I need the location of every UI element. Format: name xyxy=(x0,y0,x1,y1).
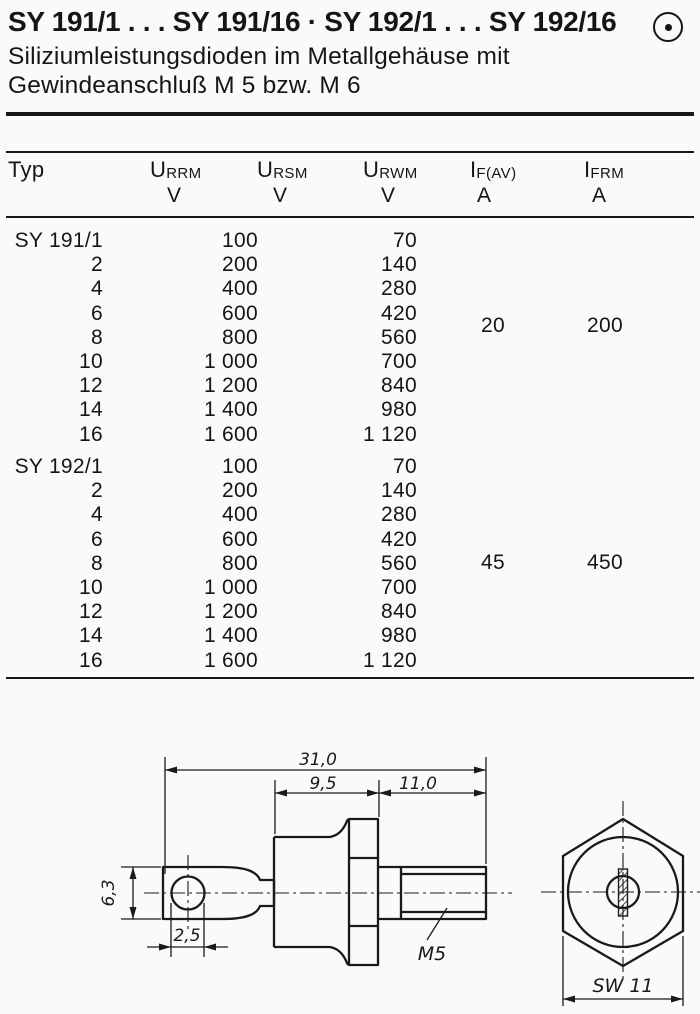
column-header-ursm: URSM xyxy=(257,157,308,182)
urwm-cell: 1 120 xyxy=(362,648,417,672)
type-cell: 2 xyxy=(91,479,103,503)
header-divider-rule xyxy=(6,112,694,116)
group-value-ifrm: 450 xyxy=(587,551,623,574)
type-cell: 10 xyxy=(79,576,103,600)
urwm-cell: 700 xyxy=(381,576,417,600)
table-bottom-rule xyxy=(6,677,694,679)
urwm-cell: 980 xyxy=(381,624,417,648)
table-row xyxy=(8,624,698,648)
subtitle-line-1: Siliziumleistungsdioden im Metallgehäuse mit xyxy=(8,43,510,70)
urrm-cell: 1 400 xyxy=(203,624,258,648)
group-value-ifrm: 200 xyxy=(587,314,623,337)
unit-urwm: V xyxy=(381,184,396,207)
urrm-cell: 600 xyxy=(222,301,258,325)
urrm-cell: 800 xyxy=(222,551,258,575)
urwm-cell: 420 xyxy=(381,527,417,551)
body-top-edge xyxy=(274,819,348,837)
type-cell: 2 xyxy=(91,253,103,277)
urrm-cell: 800 xyxy=(222,325,258,349)
urrm-cell: 1 200 xyxy=(203,600,258,624)
table-row xyxy=(8,350,698,374)
column-header-typ: Typ xyxy=(8,157,45,182)
urrm-cell: 1 000 xyxy=(203,350,258,374)
table-row xyxy=(8,229,698,253)
table-row xyxy=(8,649,698,673)
urwm-cell: 1 120 xyxy=(362,422,417,446)
table-row xyxy=(8,479,698,503)
type-cell: SY 191/1 xyxy=(14,229,103,252)
table-row xyxy=(8,600,698,624)
body-bottom-edge xyxy=(274,947,348,965)
urrm-cell: 1 400 xyxy=(203,398,258,422)
type-cell: 4 xyxy=(91,503,103,527)
column-header-urwm: URWM xyxy=(363,157,418,182)
urwm-cell: 280 xyxy=(381,503,417,527)
page-title: SY 191/1 . . . SY 191/16 · SY 192/1 . . . SY 192/16 xyxy=(8,6,617,37)
urrm-cell: 600 xyxy=(222,527,258,551)
urrm-cell: 1 600 xyxy=(203,648,258,672)
table-row xyxy=(8,277,698,301)
arrowhead xyxy=(367,790,379,797)
arrowhead xyxy=(130,867,137,879)
urrm-cell: 1 000 xyxy=(203,576,258,600)
urwm-cell: 140 xyxy=(381,479,417,503)
arrowhead xyxy=(671,996,683,1003)
table-header-rule xyxy=(6,216,694,218)
arrowhead xyxy=(130,907,137,919)
arrowhead xyxy=(275,790,287,797)
urwm-cell: 840 xyxy=(381,600,417,624)
arrowhead xyxy=(159,944,171,951)
urwm-cell: 840 xyxy=(381,374,417,398)
type-cell: 8 xyxy=(91,325,103,349)
type-cell: 6 xyxy=(91,301,103,325)
arrowhead xyxy=(204,944,216,951)
dim-label-overall: 31,0 xyxy=(299,750,337,770)
table-row xyxy=(8,503,698,527)
end-view xyxy=(541,801,700,1006)
dim-label-thread: 11,0 xyxy=(399,774,437,794)
hex-flange-side xyxy=(349,819,378,965)
table-top-rule xyxy=(6,151,694,153)
table-row xyxy=(8,455,698,479)
table-block-sy191 xyxy=(8,229,698,447)
urrm-cell: 200 xyxy=(222,253,258,277)
type-cell: 16 xyxy=(79,422,103,446)
arrowhead xyxy=(474,790,486,797)
thread-size-label: M5 xyxy=(417,943,447,965)
arrowhead xyxy=(379,790,391,797)
urrm-cell: 200 xyxy=(222,479,258,503)
unit-urrm: V xyxy=(167,184,182,207)
dim-label-lug: 6,3 xyxy=(99,879,119,907)
column-header-urrm: URRM xyxy=(150,157,202,182)
arrowhead xyxy=(165,767,177,774)
side-view xyxy=(99,750,512,965)
unit-ifrm: A xyxy=(592,184,607,207)
urwm-cell: 280 xyxy=(381,277,417,301)
table-row xyxy=(8,528,698,552)
type-cell: 12 xyxy=(79,374,103,398)
table-row xyxy=(8,253,698,277)
subtitle-line-2: Gewindeanschluß M 5 bzw. M 6 xyxy=(8,72,361,99)
type-cell: 16 xyxy=(79,648,103,672)
type-cell: 10 xyxy=(79,350,103,374)
dim-label-hole: 2,5 xyxy=(173,926,201,946)
dim-label-case: 9,5 xyxy=(309,774,337,794)
table-row xyxy=(8,374,698,398)
urwm-cell: 700 xyxy=(381,350,417,374)
urwm-cell: 70 xyxy=(393,229,417,252)
column-header-ifrm: IFRM xyxy=(584,157,625,182)
table-row xyxy=(8,423,698,447)
type-cell: 12 xyxy=(79,600,103,624)
package-outline-drawing xyxy=(0,740,700,1014)
type-cell: 6 xyxy=(91,527,103,551)
column-header-ifav: IF(AV) xyxy=(470,157,517,182)
type-cell: 14 xyxy=(79,624,103,648)
urwm-cell: 70 xyxy=(393,455,417,478)
page-subtitle xyxy=(8,42,510,100)
urwm-cell: 420 xyxy=(381,301,417,325)
type-cell: 4 xyxy=(91,277,103,301)
unit-ifav: A xyxy=(477,184,492,207)
type-cell: SY 192/1 xyxy=(14,455,103,478)
urrm-cell: 1 600 xyxy=(203,422,258,446)
urwm-cell: 140 xyxy=(381,253,417,277)
type-cell: 8 xyxy=(91,551,103,575)
group-value-ifav: 45 xyxy=(481,551,505,574)
arrowhead xyxy=(563,996,575,1003)
urwm-cell: 560 xyxy=(381,325,417,349)
arrowhead xyxy=(474,767,486,774)
urrm-cell: 1 200 xyxy=(203,374,258,398)
group-value-ifav: 20 xyxy=(481,314,505,337)
urrm-cell: 100 xyxy=(222,229,258,252)
urwm-cell: 980 xyxy=(381,398,417,422)
table-row xyxy=(8,576,698,600)
urwm-cell: 560 xyxy=(381,551,417,575)
urrm-cell: 100 xyxy=(222,455,258,478)
circled-dot-icon xyxy=(653,12,683,42)
table-row xyxy=(8,398,698,422)
urrm-cell: 400 xyxy=(222,503,258,527)
type-cell: 14 xyxy=(79,398,103,422)
unit-ursm: V xyxy=(273,184,288,207)
table-block-sy192 xyxy=(8,455,698,673)
urrm-cell: 400 xyxy=(222,277,258,301)
wrench-size-label: SW 11 xyxy=(592,975,654,997)
